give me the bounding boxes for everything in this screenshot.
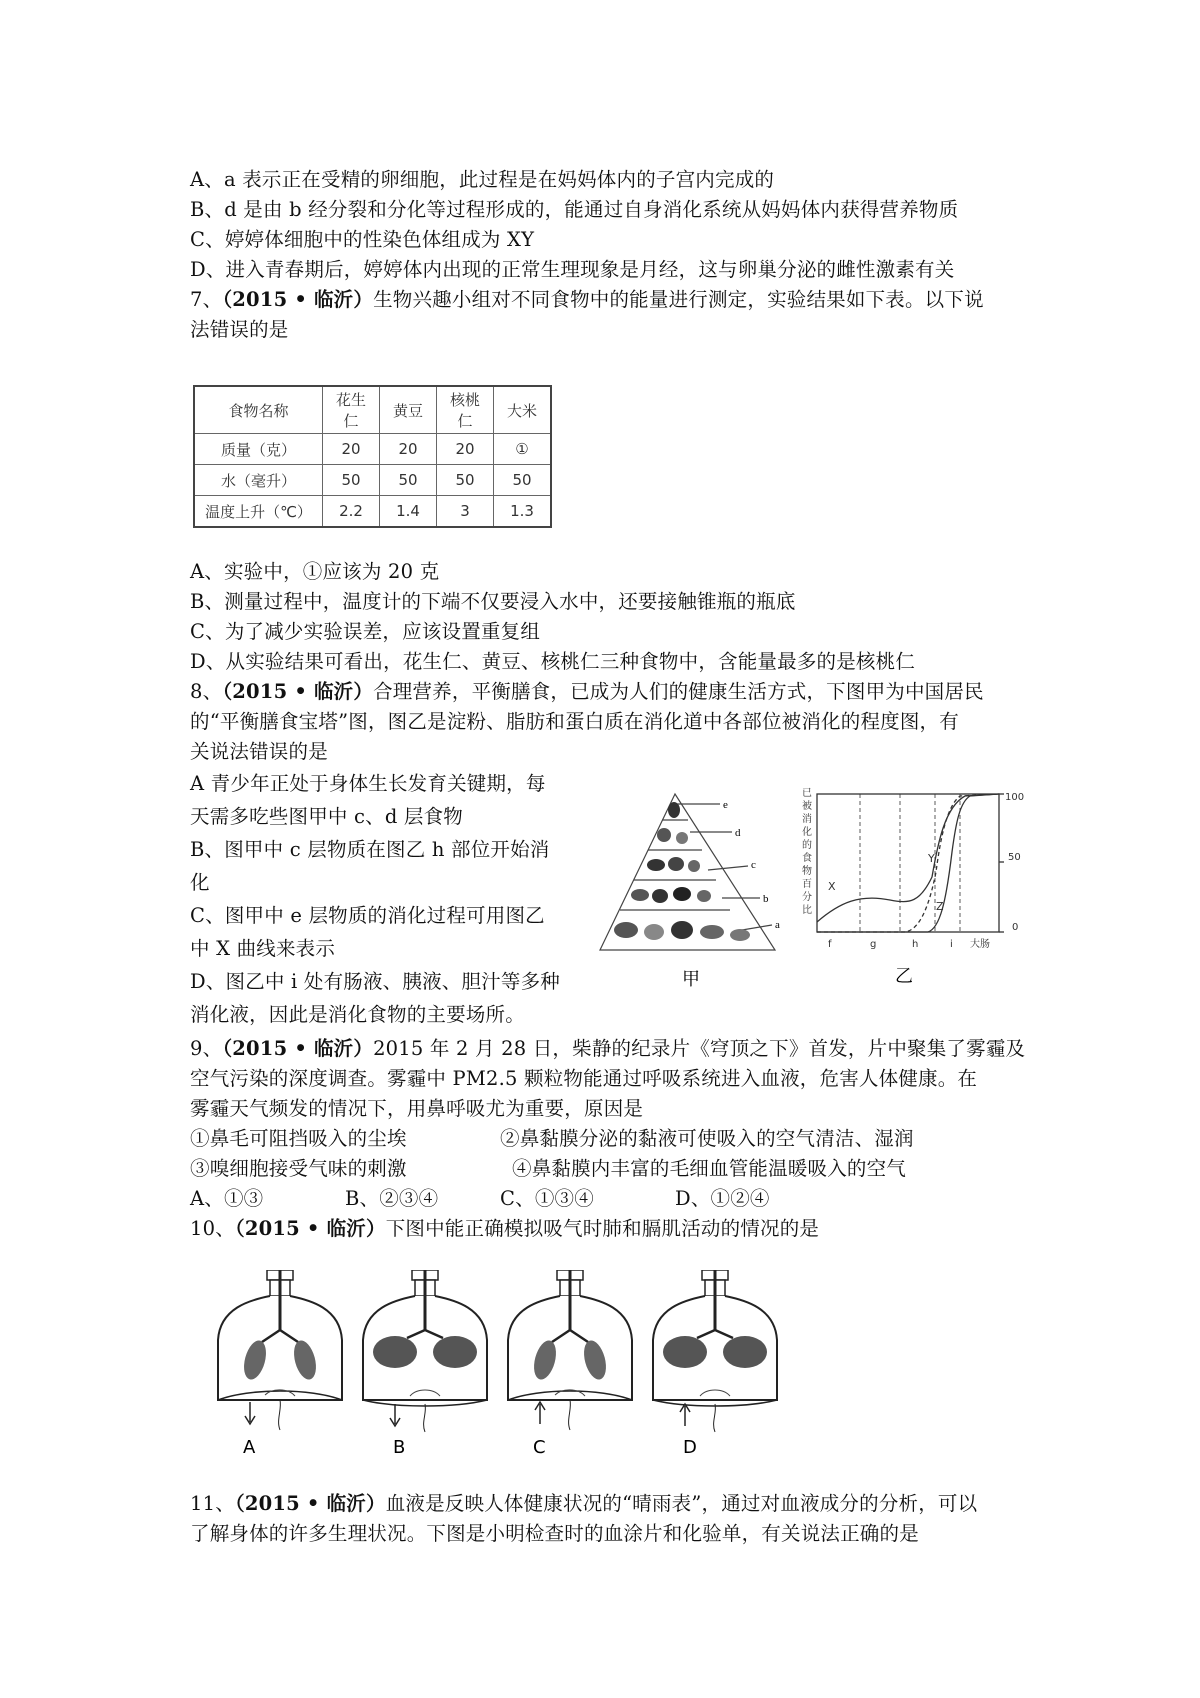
table-cell: 20 [437,434,494,465]
table-cell: 水（毫升） [194,465,323,496]
q8-option-line: 消化液，因此是消化食物的主要场所。 [190,1003,525,1026]
q11-stem-line1: 血液是反映人体健康状况的“晴雨表”，通过对血液成分的分析，可以 [385,1492,978,1515]
q9-choice-d: D、①②④ [675,1187,770,1210]
q10-stem [190,1215,819,1243]
table-cell: ① [494,434,552,465]
curve-ylabel: 已被消化的食物百分比 [802,788,812,916]
q6-option-b: B、d 是由 b 经分裂和分化等过程形成的，能通过自身消化系统从妈妈体内获得营养物质 [190,198,959,221]
q7-option-d: D、从实验结果可看出，花生仁、黄豆、核桃仁三种食物中，含能量最多的是核桃仁 [190,650,916,673]
food-energy-table [193,385,552,528]
q8-option-line: B、图甲中 c 层物质在图乙 h 部位开始消 [190,838,550,861]
q9-number: 9、 [190,1037,223,1060]
q8-option-line: A 青少年正处于身体生长发育关键期，每 [190,772,546,795]
xtick-large-intestine: 大肠 [970,939,990,950]
table-cell: 20 [380,434,437,465]
ytick-0: 0 [1012,922,1019,933]
lung-model-figure [210,1270,810,1460]
q8-option-line: 化 [190,871,210,894]
q9-statement-2: ②鼻黏膜分泌的黏液可使吸入的空气清洁、湿润 [500,1127,914,1150]
model-label-c: C [533,1437,546,1458]
q9-stem-line2: 空气污染的深度调查。雾霾中 PM2.5 颗粒物能通过呼吸系统进入血液，危害人体健康。在 [190,1067,978,1090]
table-row [194,496,551,528]
lung-model-drawing [210,1270,810,1460]
model-a [218,1270,342,1458]
model-label-b: B [393,1437,406,1458]
digestion-curve-drawing [800,782,1035,992]
q6-option-a: A、a 表示正在受精的卵细胞，此过程是在妈妈体内的子宫内完成的 [190,168,775,191]
table-header-cell: 黄豆 [380,386,437,434]
table-header-cell: 核桃仁 [437,386,494,434]
food-pyramid-drawing [590,780,805,995]
q7-stem-line2: 法错误的是 [190,318,289,341]
table-cell: 1.4 [380,496,437,528]
table-cell: 20 [323,434,380,465]
q7-option-a: A、实验中，①应该为 20 克 [190,560,440,583]
q10-source: （2015 • 临沂） [234,1217,386,1240]
q11-number: 11、 [190,1492,235,1515]
q8-option-line: D、图乙中 i 处有肠液、胰液、胆汁等多种 [190,970,560,993]
table-header-cell: 食物名称 [194,386,323,434]
q8-stem-line3: 关说法错误的是 [190,740,328,763]
xtick-i: i [950,939,953,950]
q6-option-d: D、进入青春期后，婷婷体内出现的正常生理现象是月经，这与卵巢分泌的雌性激素有关 [190,258,955,281]
curve-x [817,794,999,922]
q6-option-c: C、婷婷体细胞中的性染色体组成为 XY [190,228,535,251]
q9-stem [190,1035,1025,1063]
ytick-50: 50 [1008,852,1021,863]
q9-choice-c: C、①③④ [500,1187,594,1210]
q11-stem-line2: 了解身体的许多生理状况。下图是小明检查时的血涂片和化验单，有关说法正确的是 [190,1522,919,1545]
pyramid-label-a: a [775,919,780,931]
table-cell: 3 [437,496,494,528]
table-cell: 温度上升（℃） [194,496,323,528]
q8-stem-line2: 的“平衡膳食宝塔”图，图乙是淀粉、脂肪和蛋白质在消化道中各部位被消化的程度图，有 [190,710,959,733]
table-cell: 50 [437,465,494,496]
q8-number: 8、 [190,680,223,703]
q9-source: （2015 • 临沂） [222,1037,374,1060]
q11-source: （2015 • 临沂） [234,1492,386,1515]
digestion-curve-figure [800,782,1035,992]
model-label-a: A [243,1437,256,1458]
q7-stem-line1: 生物兴趣小组对不同食物中的能量进行测定，实验结果如下表。以下说 [373,288,984,311]
table-row [194,434,551,465]
q7-option-b: B、测量过程中，温度计的下端不仅要浸入水中，还要接触锥瓶的瓶底 [190,590,796,613]
table-cell: 50 [494,465,552,496]
table-row [194,386,551,434]
ytick-100: 100 [1005,792,1025,803]
model-c [508,1270,632,1458]
q8-option-line: C、图甲中 e 层物质的消化过程可用图乙 [190,904,545,927]
q8-option-line: 天需多吃些图甲中 c、d 层食物 [190,805,464,828]
q10-stem-text: 下图中能正确模拟吸气时肺和膈肌活动的情况的是 [385,1217,820,1240]
q8-stem [190,678,984,706]
curve-label-x: X [828,880,836,893]
xtick-h: h [912,939,919,950]
table-row [194,465,551,496]
table-cell: 2.2 [323,496,380,528]
figure-jia-label: 甲 [682,969,700,990]
q7-stem [190,286,984,314]
pyramid-label-b: b [763,893,769,905]
q9-statement-4: ④鼻黏膜内丰富的毛细血管能温暖吸入的空气 [512,1157,907,1180]
pyramid-label-e: e [723,799,728,811]
table-header-cell: 花生仁 [323,386,380,434]
curve-z [817,794,999,932]
q9-statement-1: ①鼻毛可阻挡吸入的尘埃 [190,1127,407,1150]
q9-choice-a: A、①③ [190,1187,264,1210]
model-label-d: D [683,1437,697,1458]
q9-choice-b: B、②③④ [345,1187,439,1210]
table-cell: 1.3 [494,496,552,528]
q8-source: （2015 • 临沂） [222,680,374,703]
xtick-g: g [870,939,877,950]
q7-option-c: C、为了减少实验误差，应该设置重复组 [190,620,541,643]
curve-label-z: Z [936,900,944,913]
q11-stem [190,1490,977,1518]
table-header-cell: 大米 [494,386,552,434]
q8-stem-line1: 合理营养，平衡膳食，已成为人们的健康生活方式，下图甲为中国居民 [373,680,984,703]
q7-source: （2015 • 临沂） [222,288,374,311]
q9-stem-line1: 2015 年 2 月 28 日，柴静的纪录片《穹顶之下》首发，片中聚集了雾霾及 [373,1037,1026,1060]
q10-number: 10、 [190,1217,235,1240]
q8-option-line: 中 X 曲线来表示 [190,937,336,960]
curve-y [817,794,999,932]
pyramid-label-d: d [735,827,741,839]
model-b [363,1270,487,1458]
table-cell: 质量（克） [194,434,323,465]
q7-number: 7、 [190,288,223,311]
xtick-f: f [828,939,832,950]
table-cell: 50 [323,465,380,496]
curve-label-y: Y [928,852,935,865]
food-pyramid-figure [590,780,805,995]
pyramid-label-c: c [751,859,756,871]
q9-stem-line3: 雾霾天气频发的情况下，用鼻呼吸尤为重要，原因是 [190,1097,644,1120]
chart-frame [817,794,999,932]
figure-yi-label: 乙 [895,966,913,987]
table-cell: 50 [380,465,437,496]
q9-statement-3: ③嗅细胞接受气味的刺激 [190,1157,407,1180]
model-d [653,1270,777,1458]
